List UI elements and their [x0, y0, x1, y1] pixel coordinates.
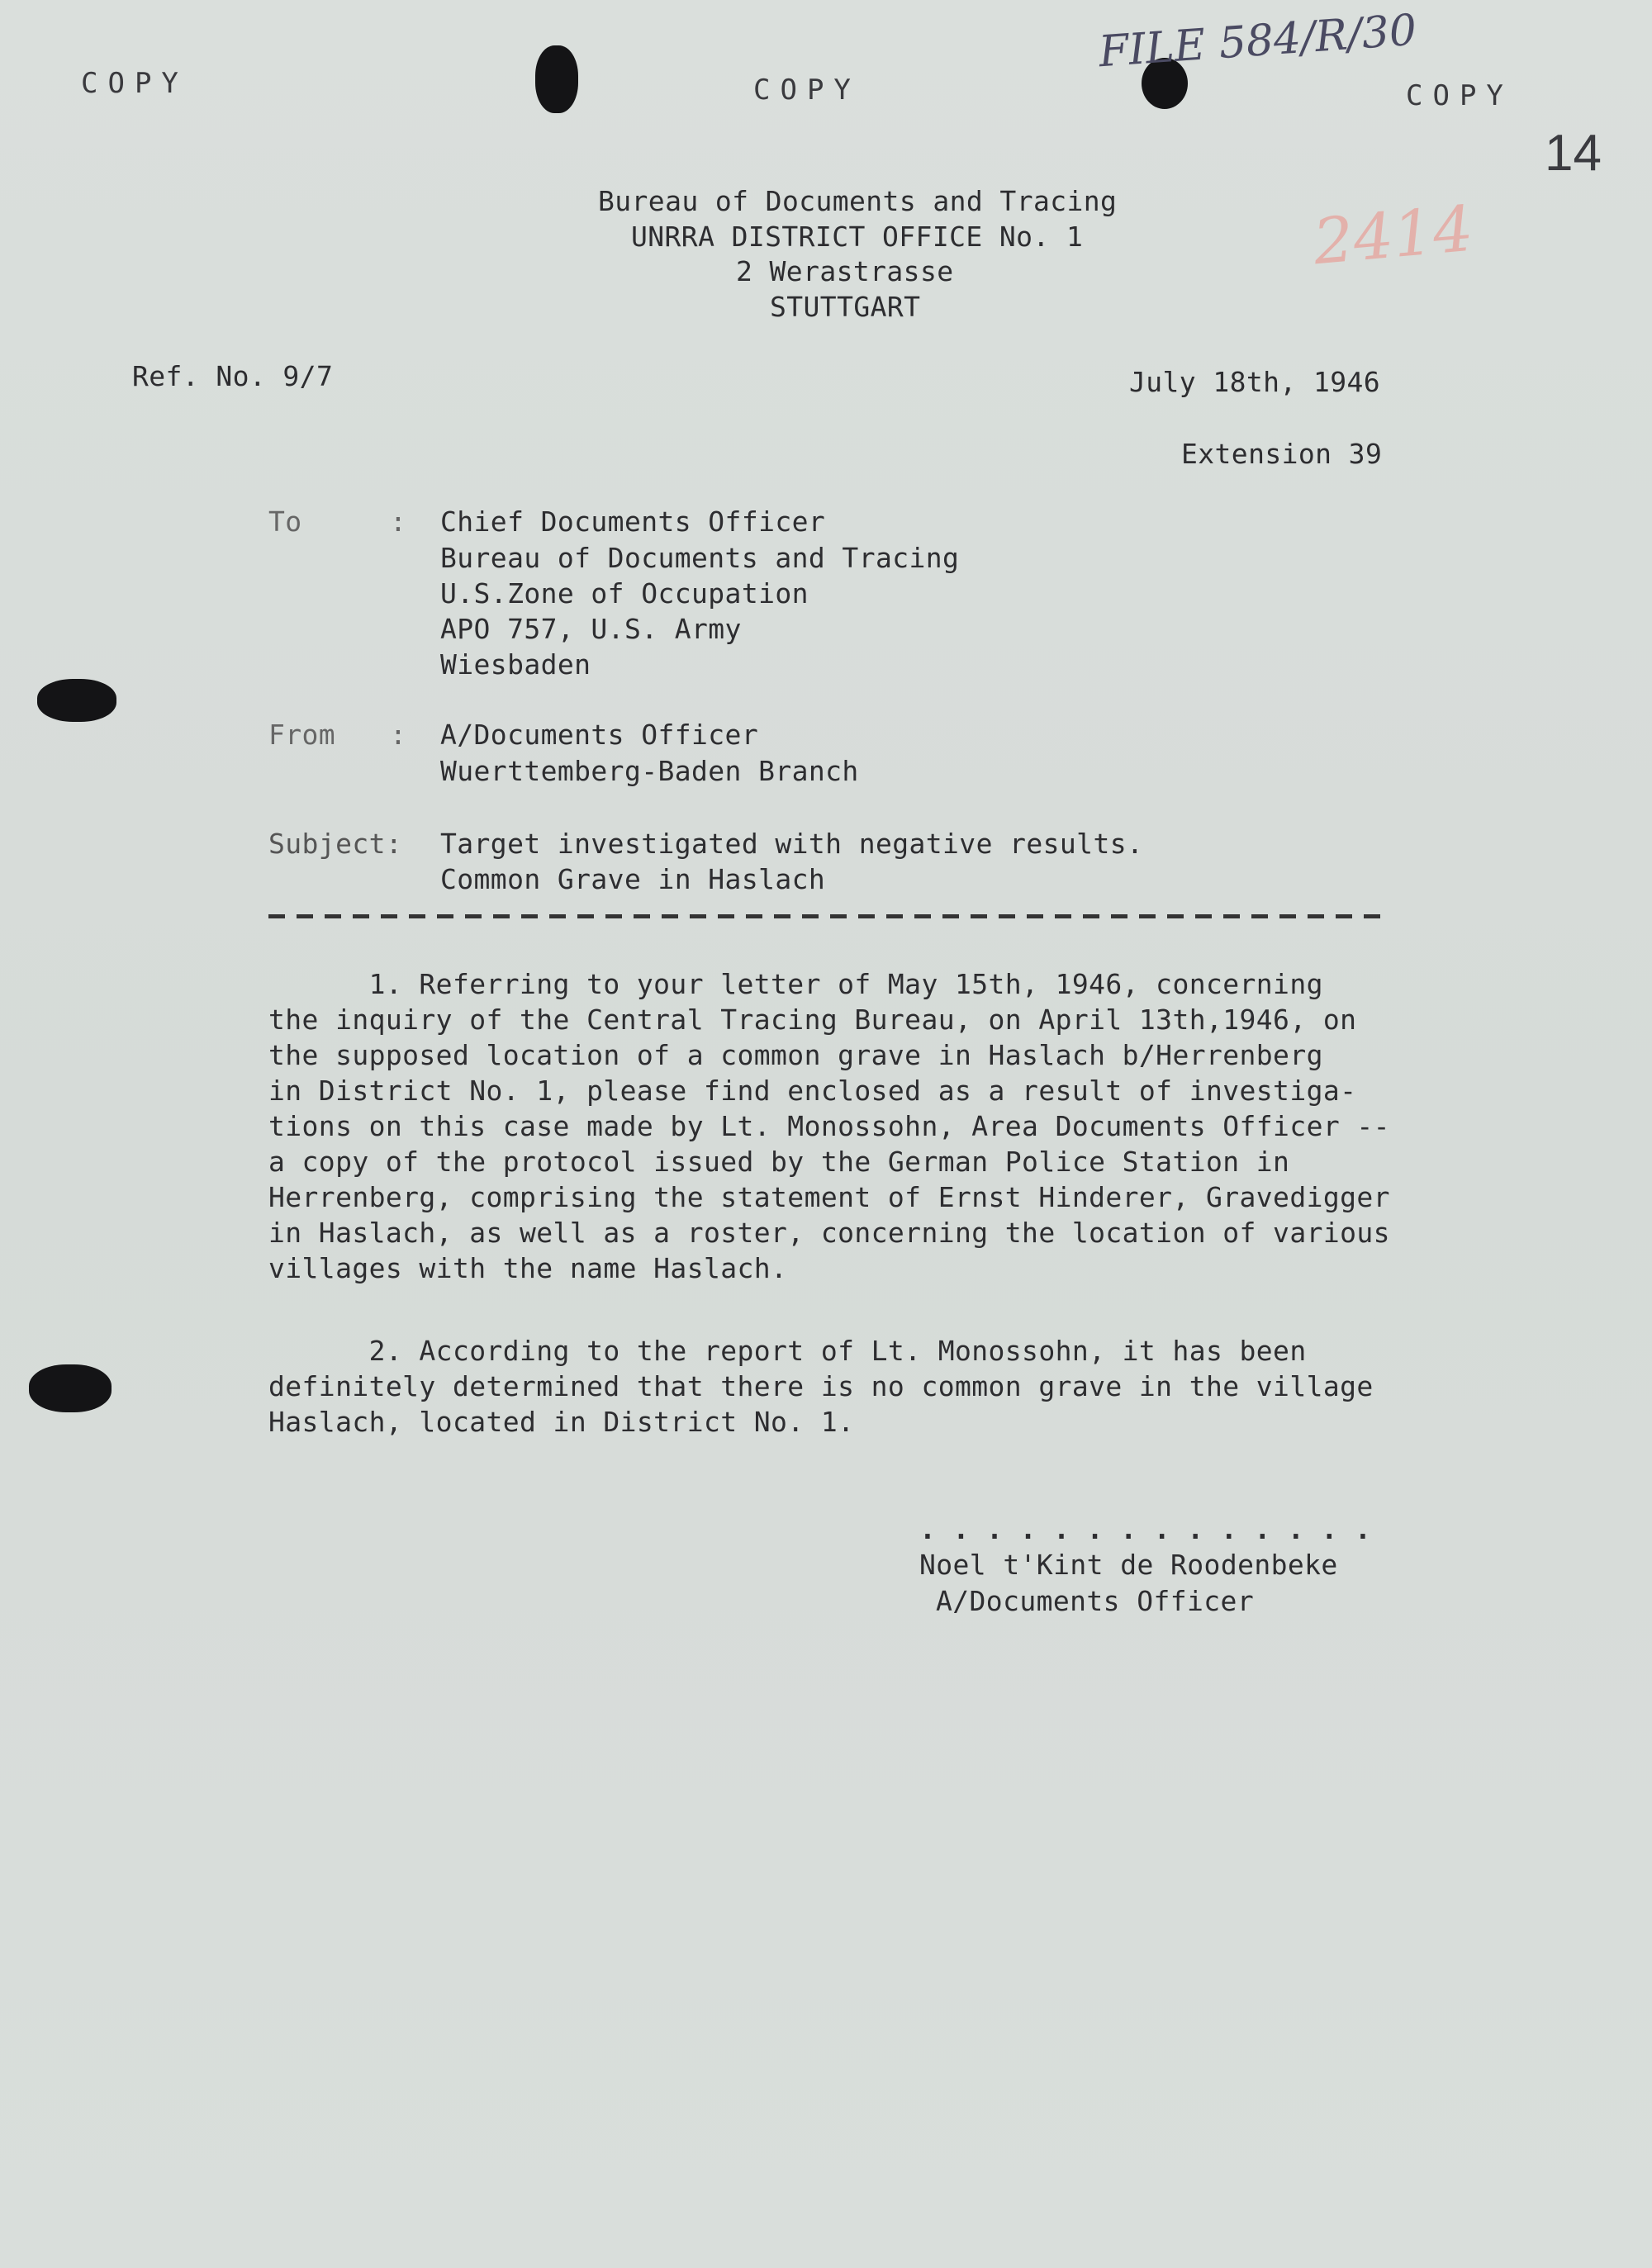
body-paragraph-2	[268, 1333, 1441, 1440]
letterhead-line-4: STUTTGART	[770, 291, 921, 323]
copy-stamp-center: COPY	[753, 74, 861, 107]
body-line: definitely determined that there is no common grave in the village	[268, 1370, 1374, 1402]
subject-line-1: Target investigated with negative results.	[440, 828, 1144, 860]
to-line-5: Wiesbaden	[440, 648, 591, 681]
body-line: tions on this case made by Lt. Monossohn, Area Documents Officer --	[268, 1110, 1390, 1142]
body-line: a copy of the protocol issued by the German Police Station in	[268, 1146, 1290, 1178]
from-line-1: A/Documents Officer	[440, 719, 759, 751]
handwritten-page-number: 14	[1545, 125, 1602, 182]
body-paragraph-1	[268, 966, 1441, 1286]
punch-hole-left-lower	[29, 1364, 112, 1412]
from-colon: :	[390, 719, 407, 751]
letterhead-line-2: UNRRA DISTRICT OFFICE No. 1	[631, 221, 1084, 253]
from-label: From	[268, 719, 336, 751]
body-line: villages with the name Haslach.	[268, 1252, 788, 1284]
body-line: 2. According to the report of Lt. Monossohn, it has been	[268, 1335, 1307, 1367]
to-line-3: U.S.Zone of Occupation	[440, 577, 809, 610]
letter-date: July 18th, 1946	[1129, 366, 1381, 398]
body-line: in Haslach, as well as a roster, concerning the location of various	[268, 1217, 1390, 1249]
to-line-1: Chief Documents Officer	[440, 505, 826, 538]
to-colon: :	[390, 505, 407, 538]
copy-stamp-left: COPY	[81, 67, 188, 100]
body-line: the supposed location of a common grave in Haslach b/Herrenberg	[268, 1039, 1323, 1071]
letterhead-line-3: 2 Werastrasse	[736, 255, 954, 287]
body-line: Herrenberg, comprising the statement of Ernst Hinderer, Gravedigger	[268, 1181, 1390, 1213]
to-line-4: APO 757, U.S. Army	[440, 613, 742, 645]
signature-title: A/Documents Officer	[936, 1585, 1255, 1617]
to-label: To	[268, 505, 302, 538]
to-line-2: Bureau of Documents and Tracing	[440, 542, 960, 574]
letterhead-line-1: Bureau of Documents and Tracing	[598, 185, 1118, 217]
punch-hole-left-upper	[37, 679, 116, 722]
body-line: the inquiry of the Central Tracing Bureau, on April 13th,1946, on	[268, 1004, 1357, 1036]
body-line: 1. Referring to your letter of May 15th, 1946, concerning	[268, 968, 1323, 1000]
red-pencil-number: 2414	[1310, 191, 1476, 279]
reference-number: Ref. No. 9/7	[132, 360, 334, 392]
body-line: in District No. 1, please find enclosed as a result of investiga-	[268, 1075, 1357, 1107]
subject-label: Subject:	[268, 828, 403, 860]
body-line: Haslach, located in District No. 1.	[268, 1406, 855, 1438]
dashed-separator	[268, 914, 1392, 918]
punch-hole-top-left	[535, 45, 578, 113]
extension-number: Extension 39	[1181, 438, 1383, 470]
signature-name: Noel t'Kint de Roodenbeke	[919, 1549, 1338, 1581]
copy-stamp-right: COPY	[1406, 79, 1513, 112]
subject-line-2: Common Grave in Haslach	[440, 863, 826, 895]
handwritten-file-reference: FILE 584/R/30	[1097, 5, 1418, 78]
signature-dots: . . . . . . . . . . . . . .	[919, 1513, 1372, 1545]
from-line-2: Wuerttemberg-Baden Branch	[440, 755, 859, 787]
